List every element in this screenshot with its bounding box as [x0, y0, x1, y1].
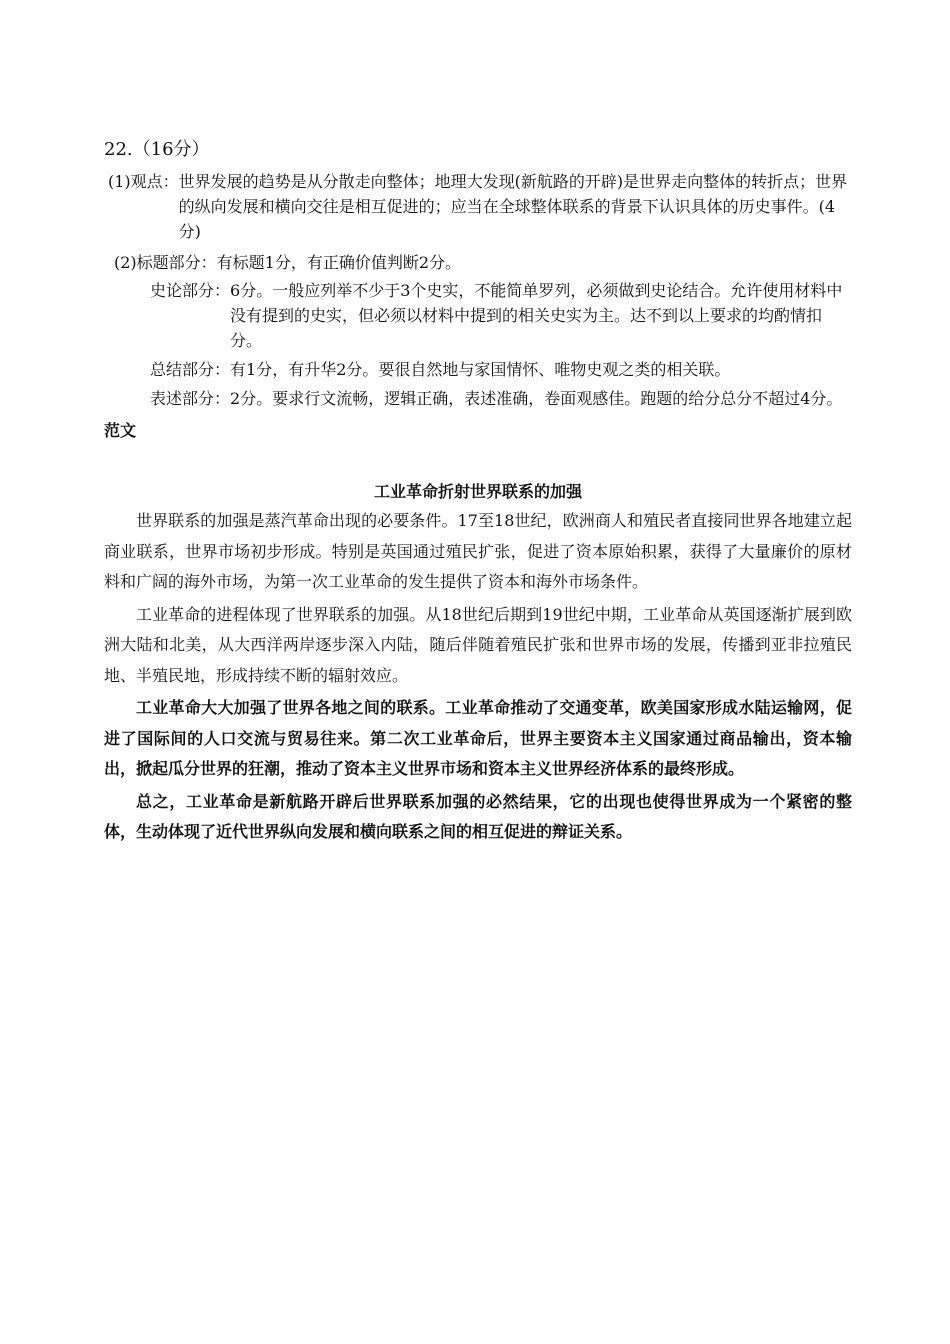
part1-text: 世界发展的趋势是从分散走向整体；地理大发现(新航路的开辟)是世界走向整体的转折点；世界的纵向发展和横向交往是相互促进的；应当在全球整体联系的背景下认识具体的历史事件。(4分) [178, 172, 848, 241]
part2-title-row [114, 250, 852, 275]
essay-paragraph: 工业革命的进程体现了世界联系的加强。从18世纪后期到19世纪中期，工业革命从英国逐渐扩展到欧洲大陆和北美，从大西洋两岸逐步深入内陆，随后伴随着殖民扩张和世界市场的发展，传播到亚非拉殖民地、半殖民地，形成持续不断的辐射效应。 [104, 604, 852, 685]
scoring-item-biaoshu [150, 386, 852, 411]
scoring-item-text: 2分。要求行文流畅，逻辑正确，表述准确，卷面观感佳。跑题的给分总分不超过4分。 [230, 389, 843, 408]
part2-text: 有标题1分，有正确价值判断2分。 [216, 253, 462, 272]
scoring-item-label: 表述部分： [150, 389, 231, 408]
part1-label: (1)观点： [108, 172, 179, 191]
part2-label: (2)标题部分： [114, 253, 217, 272]
scoring-item-text: 6分。一般应列举不少于3个史实，不能简单罗列，必须做到史论结合。允许使用材料中没有提到的史实，但必须以材料中提到的相关史实为主。达不到以上要求的均酌情扣分。 [230, 281, 843, 350]
question-number: 22.（16分） [104, 139, 210, 160]
scoring-item-label: 史论部分： [150, 281, 231, 300]
scoring-item-label: 总结部分： [150, 360, 231, 379]
scoring-item-shilun [150, 278, 852, 353]
scoring-item-text: 有1分，有升华2分。要很自然地与家国情怀、唯物史观之类的相关联。 [230, 360, 731, 379]
model-essay-heading: 范文 [104, 421, 137, 440]
essay-paragraph: 工业革命大大加强了世界各地之间的联系。工业革命推动了交通变革，欧美国家形成水陆运输网，促进了国际间的人口交流与贸易往来。第二次工业革命后，世界主要资本主义国家通过商品输出，资本输出，掀起瓜分世界的狂潮，推动了资本主义世界市场和资本主义世界经济体系的最终形成。 [104, 698, 852, 778]
scoring-item-zongjie [150, 357, 852, 382]
essay-paragraph: 世界联系的加强是蒸汽革命出现的必要条件。17至18世纪，欧洲商人和殖民者直接同世界各地建立起商业联系，世界市场初步形成。特别是英国通过殖民扩张，促进了资本原始积累，获得了大量廉价的原材料和广阔的海外市场，为第一次工业革命的发生提供了资本和海外市场条件。 [104, 511, 852, 591]
answer-page [104, 136, 852, 848]
part1-row [108, 169, 852, 244]
essay-paragraph: 总之，工业革命是新航路开辟后世界联系加强的必然结果，它的出现也使得世界成为一个紧密的整体，生动体现了近代世界纵向发展和横向联系之间的相互促进的辩证关系。 [104, 791, 852, 841]
essay-title: 工业革命折射世界联系的加强 [373, 482, 582, 501]
